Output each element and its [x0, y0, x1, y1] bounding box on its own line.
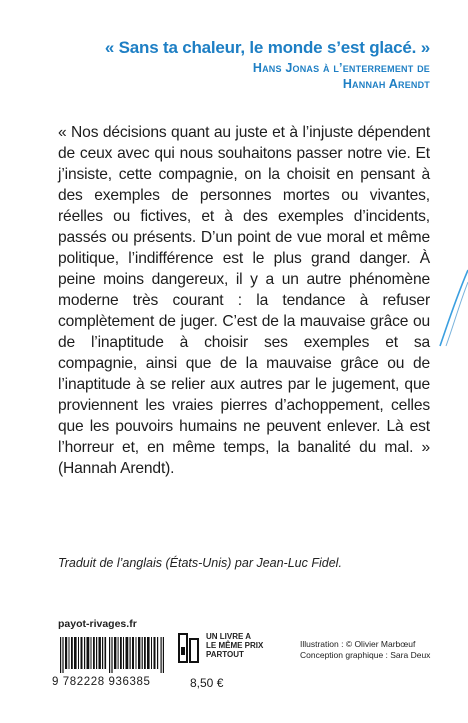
back-cover-quote: « Nos décisions quant au juste et à l’injuste dépendent de ceux avec qui nous souhaitons passer notre vie. Et j’insiste, cette compagnie, on la choisit en pensant à des exemples de personnes mortes ou vivantes, réelles ou fictives, et à des exemples d’incidents, passés ou présents. D’un point de vue moral et même politique, l’indifférence est le plus grand danger. À peine moins dangereux, il y a un autre phénomène moderne très courant : la tendance à refuser complètement de juger. C’est de la mauvaise grâce ou de l’inaptitude à choisir ses exemples et sa compagnie, ainsi que de la mauvaise grâce ou de l’inaptitude à se relier aux autres par le jugement, que proviennent les vraies pierres d’achoppement, celles que les pouvoirs humains ne peuvent enlever. Là est l’horreur et, en même temps, la banalité du mal. » (Hannah Arendt). — [58, 124, 430, 477]
illustration-credit: Illustration : © Olivier Marbœuf — [300, 639, 416, 649]
epigraph-attribution-line1: Hans Jonas à l’enterrement de — [252, 61, 430, 75]
barcode-icon — [60, 637, 164, 673]
barcode-digits: 9 782228 936385 — [52, 676, 151, 688]
price: 8,50 € — [190, 676, 224, 690]
livre-label-line3: PARTOUT — [206, 650, 244, 659]
design-credit: Conception graphique : Sara Deux — [300, 650, 431, 660]
credits — [300, 639, 430, 661]
epigraph-quote: « Sans ta chaleur, le monde s’est glacé. » — [104, 38, 430, 57]
publisher-website: payot-rivages.fr — [58, 618, 137, 630]
livre-label-line2: LE MÊME PRIX — [206, 641, 264, 650]
epigraph-attribution-line2: Hannah Arendt — [342, 77, 430, 91]
livre-prix-unique-icon — [178, 633, 200, 663]
livre-label-line1: UN LIVRE A — [206, 632, 252, 641]
blue-accent-stroke — [438, 268, 468, 348]
translator-note: Traduit de l’anglais (États-Unis) par Jean-Luc Fidel. — [58, 556, 342, 570]
epigraph — [0, 38, 430, 92]
livre-prix-unique-label — [206, 632, 263, 659]
